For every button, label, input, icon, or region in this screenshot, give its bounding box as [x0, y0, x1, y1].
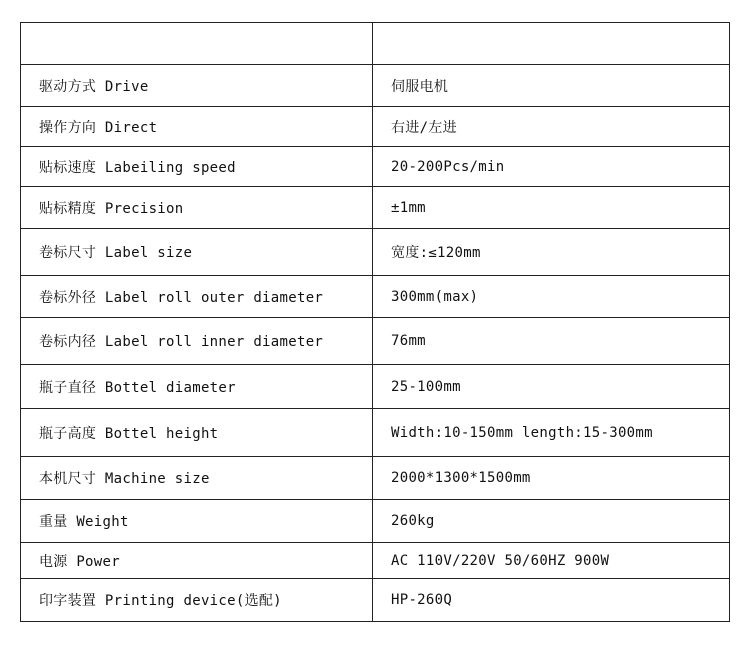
value-cell: 伺服电机: [373, 65, 730, 107]
param-cell: 贴标速度 Labeiling speed: [21, 147, 373, 187]
value-cell: ±1mm: [373, 187, 730, 229]
table-row: [21, 543, 730, 579]
table-row: [21, 500, 730, 543]
header-cell-param: [21, 23, 373, 65]
param-cell: 卷标外径 Label roll outer diameter: [21, 276, 373, 318]
table-row: [21, 409, 730, 457]
table-row: [21, 318, 730, 365]
param-cell: 电源 Power: [21, 543, 373, 579]
table-row: [21, 187, 730, 229]
param-cell: 重量 Weight: [21, 500, 373, 543]
value-cell: 2000*1300*1500mm: [373, 457, 730, 500]
param-cell: 操作方向 Direct: [21, 107, 373, 147]
param-cell: 卷标内径 Label roll inner diameter: [21, 318, 373, 365]
value-cell: 20-200Pcs/min: [373, 147, 730, 187]
value-cell: 25-100mm: [373, 365, 730, 409]
table-header-row: [21, 23, 730, 65]
param-cell: 瓶子高度 Bottel height: [21, 409, 373, 457]
value-cell: 260kg: [373, 500, 730, 543]
table-row: [21, 65, 730, 107]
value-cell: Width:10-150mm length:15-300mm: [373, 409, 730, 457]
table-row: [21, 147, 730, 187]
spec-table: [20, 22, 730, 622]
table-row: [21, 107, 730, 147]
value-cell: 76mm: [373, 318, 730, 365]
table-row: [21, 365, 730, 409]
table-row: [21, 276, 730, 318]
param-cell: 本机尺寸 Machine size: [21, 457, 373, 500]
header-cell-value: [373, 23, 730, 65]
param-cell: 瓶子直径 Bottel diameter: [21, 365, 373, 409]
value-cell: AC 110V/220V 50/60HZ 900W: [373, 543, 730, 579]
table-row: [21, 457, 730, 500]
param-cell: 印字装置 Printing device(选配): [21, 579, 373, 622]
value-cell: 300mm(max): [373, 276, 730, 318]
value-cell: HP-260Q: [373, 579, 730, 622]
table-row: [21, 229, 730, 276]
param-cell: 贴标精度 Precision: [21, 187, 373, 229]
table-row: [21, 579, 730, 622]
param-cell: 卷标尺寸 Label size: [21, 229, 373, 276]
param-cell: 驱动方式 Drive: [21, 65, 373, 107]
value-cell: 宽度:≤120mm: [373, 229, 730, 276]
value-cell: 右进/左进: [373, 107, 730, 147]
